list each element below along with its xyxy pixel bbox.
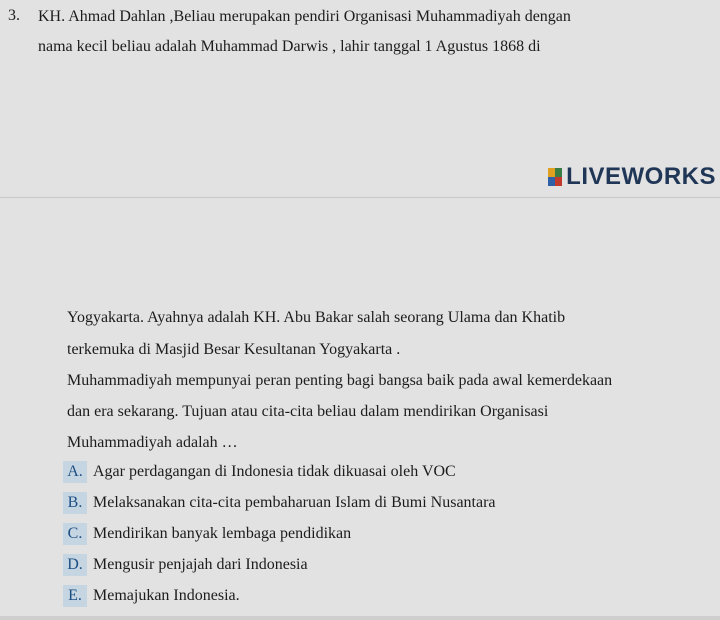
question-line-4: terkemuka di Masjid Besar Kesultanan Yogyakarta . [67, 341, 401, 358]
brand-watermark [548, 163, 716, 191]
question-line-2: nama kecil beliau adalah Muhammad Darwis , lahir tanggal 1 Agustus 1868 di [38, 38, 541, 55]
option-a-text: Agar perdagangan di Indonesia tidak dikuasai oleh VOC [93, 463, 456, 480]
option-e[interactable] [63, 585, 240, 607]
question-line-6: dan era sekarang. Tujuan atau cita-cita beliau dalam mendirikan Organisasi [67, 403, 549, 420]
question-line-3: Yogyakarta. Ayahnya adalah KH. Abu Bakar salah seorang Ulama dan Khatib [67, 309, 566, 326]
question-number: 3. [8, 7, 20, 24]
option-e-badge: E. [63, 585, 87, 607]
section-divider [0, 197, 720, 198]
option-a[interactable] [63, 461, 456, 483]
question-line-1: KH. Ahmad Dahlan ,Beliau merupakan pendiri Organisasi Muhammadiyah dengan [38, 8, 571, 25]
logo-cell-e [555, 177, 562, 186]
brand-name: LIVEWORKS [566, 163, 716, 190]
logo-cell-i [555, 168, 562, 177]
option-d-badge: D. [63, 554, 87, 576]
option-e-text: Memajukan Indonesia. [93, 587, 240, 604]
logo-cell-v [548, 177, 555, 186]
option-b[interactable] [63, 492, 496, 514]
option-a-badge: A. [63, 461, 87, 483]
bottom-edge [0, 616, 720, 620]
option-d[interactable] [63, 554, 308, 576]
option-d-text: Mengusir penjajah dari Indonesia [93, 556, 308, 573]
option-c-badge: C. [63, 523, 87, 545]
option-c[interactable] [63, 523, 351, 545]
question-line-5: Muhammadiyah mempunyai peran penting bagi bangsa baik pada awal kemerdekaan [67, 372, 613, 389]
option-c-text: Mendirikan banyak lembaga pendidikan [93, 525, 352, 542]
liveworks-logo-icon [548, 168, 562, 186]
logo-cell-l [548, 168, 555, 177]
option-b-badge: B. [63, 492, 87, 514]
option-b-text: Melaksanakan cita-cita pembaharuan Islam di Bumi Nusantara [93, 494, 496, 511]
question-line-7: Muhammadiyah adalah … [67, 434, 238, 451]
